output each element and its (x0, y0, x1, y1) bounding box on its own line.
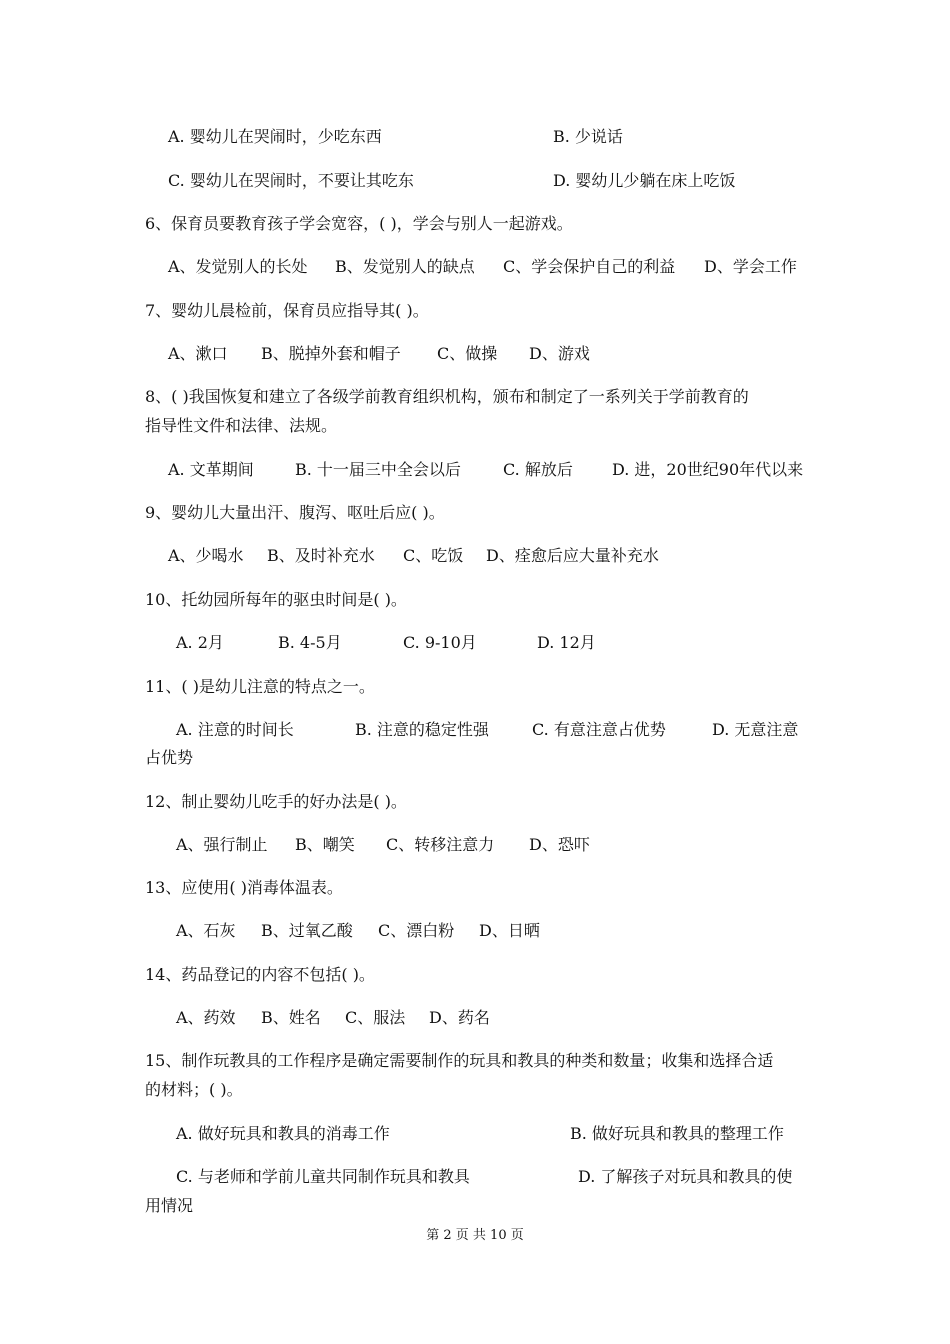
q12-option-b: B、嘲笑 (295, 835, 355, 854)
q7-option-d: D、游戏 (529, 344, 590, 363)
q13-option-a: A、石灰 (176, 921, 236, 940)
q10-option-d: D. 12月 (537, 633, 596, 652)
q11-option-d-continuation: 占优势 (145, 748, 194, 767)
q12-option-d: D、恐吓 (529, 835, 590, 854)
q6-option-a: A、发觉别人的长处 (168, 257, 308, 276)
q11-option-c: C. 有意注意占优势 (532, 720, 666, 739)
q13-option-c: C、漂白粉 (378, 921, 455, 940)
q15-stem-line1: 15、制作玩教具的工作程序是确定需要制作的玩具和教具的种类和数量；收集和选择合适 (145, 1051, 774, 1070)
q6-stem: 6、保育员要教育孩子学会宽容，( )，学会与别人一起游戏。 (145, 214, 573, 233)
q15-option-c: C. 与老师和学前儿童共同制作玩具和教具 (176, 1167, 470, 1186)
q5-option-b: B. 少说话 (553, 127, 623, 146)
q9-option-b: B、及时补充水 (267, 546, 375, 565)
q8-option-d: D. 进，20世纪90年代以来 (612, 460, 804, 479)
q14-option-a: A、药效 (176, 1008, 236, 1027)
q7-option-b: B、脱掉外套和帽子 (261, 344, 401, 363)
q8-option-a: A. 文革期间 (168, 460, 254, 479)
q13-stem: 13、应使用( )消毒体温表。 (145, 878, 343, 897)
q8-option-c: C. 解放后 (503, 460, 573, 479)
q5-option-c: C. 婴幼儿在哭闹时，不要让其吃东 (168, 171, 414, 190)
q9-stem: 9、婴幼儿大量出汗、腹泻、呕吐后应( )。 (145, 503, 445, 522)
q9-option-a: A、少喝水 (168, 546, 244, 565)
q14-option-c: C、服法 (345, 1008, 406, 1027)
q15-option-d: D. 了解孩子对玩具和教具的使 (578, 1167, 793, 1186)
q14-option-b: B、姓名 (261, 1008, 321, 1027)
q13-option-b: B、过氧乙酸 (261, 921, 353, 940)
q12-option-a: A、强行制止 (176, 835, 268, 854)
q15-option-b: B. 做好玩具和教具的整理工作 (570, 1124, 784, 1143)
q6-option-c: C、学会保护自己的利益 (503, 257, 676, 276)
q7-option-a: A、漱口 (168, 344, 228, 363)
q13-option-d: D、日晒 (479, 921, 540, 940)
q10-stem: 10、托幼园所每年的驱虫时间是( )。 (145, 590, 407, 609)
q11-option-d: D. 无意注意 (712, 720, 799, 739)
page-footer: 第 2 页 共 10 页 (426, 1228, 524, 1243)
q11-option-a: A. 注意的时间长 (176, 720, 294, 739)
q10-option-a: A. 2月 (176, 633, 224, 652)
q9-option-d: D、痊愈后应大量补充水 (486, 546, 659, 565)
q15-option-d-continuation: 用情况 (145, 1196, 194, 1215)
q12-option-c: C、转移注意力 (386, 835, 495, 854)
q9-option-c: C、吃饭 (403, 546, 464, 565)
q15-option-a: A. 做好玩具和教具的消毒工作 (176, 1124, 390, 1143)
q11-option-b: B. 注意的稳定性强 (355, 720, 489, 739)
q6-option-b: B、发觉别人的缺点 (335, 257, 475, 276)
q5-option-a: A. 婴幼儿在哭闹时，少吃东西 (168, 127, 382, 146)
q11-stem: 11、( )是幼儿注意的特点之一。 (145, 677, 375, 696)
q12-stem: 12、制止婴幼儿吃手的好办法是( )。 (145, 792, 407, 811)
q8-stem-line1: 8、( )我国恢复和建立了各级学前教育组织机构，颁布和制定了一系列关于学前教育的 (145, 387, 749, 406)
q10-option-b: B. 4-5月 (278, 633, 342, 652)
q6-option-d: D、学会工作 (704, 257, 797, 276)
q5-option-d: D. 婴幼儿少躺在床上吃饭 (553, 171, 736, 190)
q7-stem: 7、婴幼儿晨检前，保育员应指导其( )。 (145, 301, 429, 320)
q10-option-c: C. 9-10月 (403, 633, 477, 652)
q7-option-c: C、做操 (437, 344, 498, 363)
q14-stem: 14、药品登记的内容不包括( )。 (145, 965, 375, 984)
q8-stem-line2: 指导性文件和法律、法规。 (145, 416, 338, 435)
q8-option-b: B. 十一届三中全会以后 (295, 460, 461, 479)
q14-option-d: D、药名 (429, 1008, 490, 1027)
q15-stem-line2: 的材料；( )。 (145, 1080, 243, 1099)
